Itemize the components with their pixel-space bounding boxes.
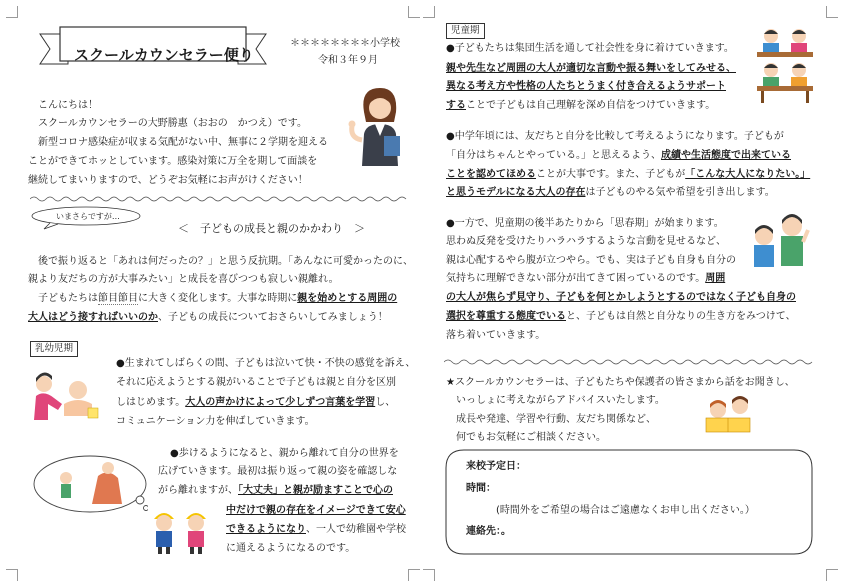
crop-mark-tc2: [423, 6, 435, 18]
contact-label: 連絡先：。: [466, 526, 511, 537]
childhood-p1-4b: ことで子どもは自己理解を深め自信をつけていきます。: [466, 100, 716, 111]
intro-3a: 子どもたちは: [38, 293, 98, 304]
crop-mark-bc1: [408, 569, 420, 581]
childhood-p2-2a: 「自分はちゃんとやっている。」と思えるよう、: [446, 150, 661, 161]
crop-mark-bl: [6, 569, 18, 581]
infancy-3b: 大人の声かけによって少しずつ言葉を学習: [185, 397, 376, 408]
issue-date: 令和３年９月: [318, 55, 378, 66]
infancy-p1-l1: ●生まれてしばらくの間、子どもは泣いて快・不快の感覚を訴え、: [116, 358, 416, 369]
infancy-3c: し、: [375, 397, 396, 408]
intro-4a: 大人はどう接すればいいのか: [28, 312, 158, 323]
mother-baby-icon: [32, 370, 102, 420]
bubble-text: いまさらですが…: [56, 212, 120, 221]
counselor-woman-icon: [348, 82, 410, 166]
classroom-kids-icon: [755, 26, 815, 104]
greeting-line-3: 新型コロナ感染症が収まる気配がない中、無事に２学期を迎える: [38, 137, 328, 148]
counselor-l1: ★スクールカウンセラーは、子どもたちや保護者の皆さまから話をお聞きし、: [446, 377, 795, 388]
infancy-p2-3a: がら離れますが、: [158, 485, 238, 496]
childhood-p3-6b: と、子どもは自然と自分なりの生き方をみつけて、: [566, 311, 796, 322]
intro-line-3: [38, 292, 397, 306]
childhood-p1-l1: ●子どもたちは集団生活を通して社会性を身に着けていきます。: [446, 43, 734, 54]
infancy-p2-l6: に通えるようになるのです。: [226, 543, 356, 554]
greeting-line-2: スクールカウンセラーの大野勝惠（おおの かつえ）です。: [38, 118, 307, 129]
counselor-l3: 成長や発達、学習や行動、友だち関係など、: [456, 414, 656, 425]
thinking-boys-icon: [748, 212, 810, 270]
infancy-p2-l3: [158, 484, 393, 498]
school-name: ＊＊＊＊＊＊＊＊小学校: [290, 38, 400, 49]
childhood-p2-3a: ことを認めてほめる: [446, 169, 536, 180]
infancy-p2-l5: [226, 523, 406, 537]
childhood-p2-l4: [446, 186, 775, 200]
childhood-p2-l3: [446, 168, 810, 182]
greeting-line-1: こんにちは！: [38, 100, 98, 111]
childhood-p3-l1: ●一方で、児童期の後半あたりから「思春期」が始まります。: [446, 218, 724, 229]
toddler-walking-icon: [32, 454, 148, 514]
childhood-p3-l3: 親は心配するやら腹が立つやら。でも、実は子ども自身も自分の: [446, 255, 736, 266]
childhood-p2-2b: 成績や生活態度で出来ている: [661, 150, 791, 161]
childhood-p3-4a: 気持ちに理解できない部分が出てきて困っているのです。: [446, 273, 706, 284]
infancy-label: 乳幼児期: [30, 341, 78, 357]
reading-kids-icon: [702, 396, 758, 436]
childhood-p3-l5: の大人が焦らず見守り、子どもを何とかしようとするのではなく子ども自身の: [446, 292, 796, 303]
intro-line-1: 後で振り返ると「あれは何だったの？」と思う反抗期。「あんなに可愛かったのに、: [38, 256, 413, 267]
childhood-p1-l4: [446, 99, 715, 113]
counselor-l2: いっしょに考えながらアドバイスいたします。: [456, 395, 665, 406]
childhood-p3-l2: 思わぬ反発を受けたりハラハラするような言動を見せるなど、: [446, 236, 726, 247]
childhood-p3-l7: 落ち着いていきます。: [446, 330, 546, 341]
infancy-p2-l2: 広げていきます。最初は振り返って親の姿を確認しな: [158, 466, 398, 477]
wave-divider-1: [30, 195, 408, 203]
intro-line-2: 親より友だちの方が大事みたい」と成長を喜びつつも寂しい親離れ。: [28, 274, 339, 285]
infancy-p2-l1: ●歩けるようになると、親から離れて自分の世界を: [170, 448, 399, 459]
childhood-p2-4a: と思うモデルになる大人の存在: [446, 187, 586, 198]
childhood-label: 児童期: [446, 23, 485, 39]
childhood-p2-3b: ことが大事です。また、子どもが: [536, 169, 686, 180]
infancy-p1-l3: [116, 396, 395, 410]
counselor-l4: 何でもお気軽にご相談ください。: [456, 432, 606, 443]
intro-3d: 親を始めとする周囲の: [297, 293, 398, 304]
infancy-p2-5a: できるようになり: [226, 524, 306, 535]
childhood-p3-6a: 選択を尊重する態度でいる: [446, 311, 566, 322]
childhood-p1-l2: 親や先生など周囲の大人が適切な言動や振る舞いをしてみせる、: [446, 63, 736, 74]
visit-date-label: 来校予定日：: [466, 461, 526, 472]
crop-mark-bc2: [423, 569, 435, 581]
crop-mark-tl: [6, 6, 18, 18]
newsletter-title: スクールカウンセラー便り: [74, 46, 254, 64]
intro-3b: 節目節目: [98, 293, 138, 304]
childhood-p2-l2: [446, 149, 791, 163]
childhood-p1-4a: する: [446, 100, 466, 111]
crop-mark-tr: [826, 6, 838, 18]
wave-divider-2: [444, 358, 814, 366]
time-note: (時間外をご希望の場合はご遠慮なくお申し出ください。）: [496, 505, 755, 516]
childhood-p3-l6: [446, 310, 796, 324]
infancy-p2-3b: 「大丈夫」と親が励ますことで心の: [238, 485, 393, 496]
childhood-p3-4b: 周囲: [705, 273, 726, 284]
childhood-p2-l1: ●中学年頃には、友だちと自分を比較して考えるようになります。子どもが: [446, 131, 784, 142]
greeting-line-5: 継続してまいりますので、どうぞお気軽にお声がけください！: [28, 175, 308, 186]
section-heading: ＜ 子どもの成長と親のかかわり ＞: [178, 222, 365, 235]
crop-mark-tc1: [408, 6, 420, 18]
greeting-line-4: ことができてホッとしています。感染対策に万全を期して面談を: [28, 156, 318, 167]
infancy-p1-l2: それに応えようとする親がいることで子どもは親と自分を区別: [116, 377, 396, 388]
time-label: 時間：: [466, 483, 496, 494]
intro-4b: 、子どもの成長についておさらいしてみましょう！: [158, 312, 388, 323]
infancy-p1-l4: コミュニケーション力を伸ばしていきます。: [116, 416, 315, 427]
infancy-3a: しはじめます。: [116, 397, 186, 408]
childhood-p1-l3: 異なる考え方や性格の人たちとうまく付き合えるようサポート: [446, 81, 726, 92]
intro-line-4: [28, 311, 388, 325]
school-kids-icon: [150, 505, 216, 555]
intro-3c: に大きく変化します。大事な時期に: [138, 293, 298, 304]
childhood-p2-4b: は子どものやる気や希望を引き出します。: [585, 187, 775, 198]
infancy-p2-5b: 、一人で幼稚園や学校: [306, 524, 406, 535]
crop-mark-br: [826, 569, 838, 581]
infancy-p2-l4: 中だけで親の存在をイメージできて安心: [226, 505, 406, 516]
childhood-p3-l4: [446, 272, 725, 286]
childhood-p2-3c: 「こんな大人になりたい。」: [685, 169, 811, 180]
